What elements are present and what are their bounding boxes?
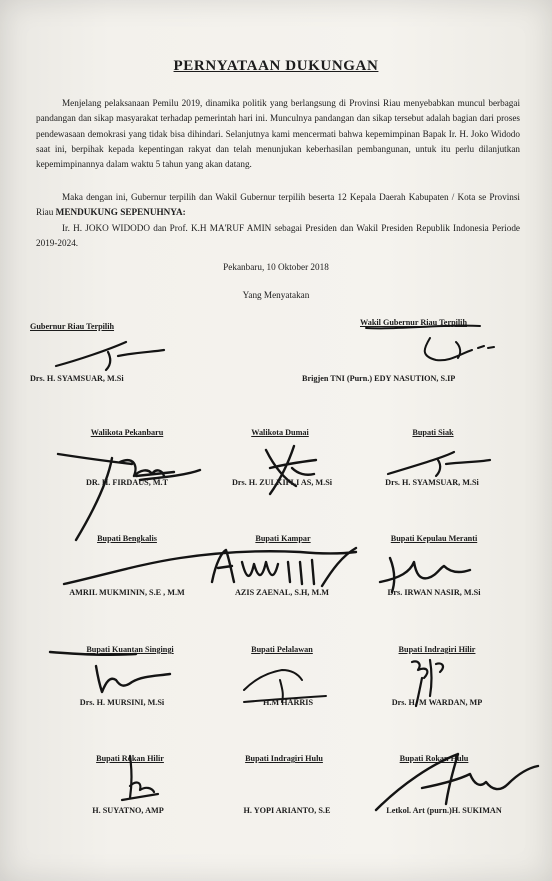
- signatory-name-bupati-bengkalis: AMRIL MUKMININ, S.E , M.M: [69, 588, 185, 597]
- signatory-name-bupati-rohul: Letkol. Art (purn.)H. SUKIMAN: [386, 806, 502, 815]
- signatory-name-walikota-dumai: Drs. H. ZULKIFLI AS, M.Si: [231, 478, 333, 487]
- signatory-title-walikota-dumai: Walikota Dumai: [251, 428, 309, 437]
- signatory-name-bupati-meranti: Drs. IRWAN NASIR, M.Si: [387, 588, 481, 597]
- place-date: Pekanbaru, 10 Oktober 2018: [223, 262, 329, 272]
- signatory-title-wakil-gubernur: Wakil Gubernur Riau Terpilih: [360, 318, 468, 327]
- signatory-title-bupati-kuansing: Bupati Kuantan Singingi: [86, 645, 174, 654]
- signature-bupati-kuansing: [46, 646, 176, 702]
- signature-wakil-gubernur: [360, 320, 510, 376]
- signatory-title-bupati-meranti: Bupati Kepulau Meranti: [390, 534, 478, 543]
- closing-text: Yang Menyatakan: [242, 290, 310, 300]
- signatory-title-walikota-pekanbaru: Walikota Pekanbaru: [90, 428, 164, 437]
- signatory-name-gubernur: Drs. H. SYAMSUAR, M.Si: [30, 374, 124, 383]
- signatory-title-bupati-siak: Bupati Siak: [412, 428, 454, 437]
- signatory-name-walikota-pekanbaru: DR. H. FIRDAUS, M.T: [85, 478, 169, 487]
- support-paragraph: [36, 190, 520, 251]
- signatory-title-bupati-kampar: Bupati Kampar: [255, 534, 311, 543]
- signatory-title-bupati-inhu: Bupati Indragiri Hulu: [245, 754, 323, 763]
- signatory-name-bupati-rohil: H. SUYATNO, AMP: [92, 806, 164, 815]
- signatory-title-bupati-bengkalis: Bupati Bengkalis: [97, 534, 157, 543]
- signatory-name-bupati-inhil: Drs. H. M WARDAN, MP: [391, 698, 483, 707]
- signature-walikota-dumai: [236, 440, 336, 500]
- support-emphasis: MENDUKUNG SEPENUHNYA:: [55, 207, 186, 218]
- signatory-title-bupati-rohul: Bupati Rokan Hulu: [399, 754, 469, 763]
- opening-paragraph-text: Menjelang pelaksanaan Pemilu 2019, dinamika politik yang berlangsung di Provinsi Riau menyebabkan muncul berbagai pandangan dan sikap masyarakat terhadap pemerintah hari ini. Munculnya pandangan dan sikap tersebut adalah bagian dari proses pendewasaan demokrasi yang tidak bisa dihindari. Selanjutnya kami mencermati bahwa kepemimpinan Bapak Ir. H. Joko Widodo saat ini, berpihak kepada kepentingan rakyat dan telah menunjukan keberhasilan pembangunan, untuk itu perlu dilanjutkan kepemimpinannya dalam waktu 5 tahun yang akan datang.: [36, 98, 520, 170]
- support-paragraph-lead: Maka dengan ini, Gubernur terpilih dan Wakil Gubernur terpilih beserta 12 Kepala Daerah Kabupaten / Kota se Provinsi Riau: [36, 192, 520, 218]
- signatory-name-bupati-inhu: H. YOPI ARIANTO, S.E: [243, 806, 331, 815]
- signatory-title-bupati-inhil: Bupati Indragiri Hilir: [398, 645, 476, 654]
- document-title: PERNYATAAN DUKUNGAN: [173, 58, 379, 74]
- signatory-name-bupati-kuansing: Drs. H. MURSINI, M.Si: [79, 698, 165, 707]
- signature-bupati-rohil: [110, 750, 170, 808]
- opening-paragraph: [36, 96, 520, 172]
- signature-gubernur: [48, 330, 168, 378]
- candidate-statement: Ir. H. JOKO WIDODO dan Prof. K.H MA'RUF AMIN sebagai Presiden dan Wakil Presiden Republik Indonesia Periode 2019-2024.: [36, 222, 520, 248]
- signatory-name-wakil-gubernur: Brigjen TNI (Purn.) EDY NASUTION, S.IP: [302, 374, 456, 383]
- signatory-name-bupati-pelalawan: H.M HARRIS: [262, 698, 314, 707]
- signatory-name-bupati-siak: Drs. H. SYAMSUAR, M.Si: [385, 478, 479, 487]
- signatory-title-gubernur: Gubernur Riau Terpilih: [30, 322, 115, 331]
- signature-bupati-kampar: [206, 542, 366, 592]
- signatory-title-bupati-pelalawan: Bupati Pelalawan: [251, 645, 313, 654]
- signatory-name-bupati-kampar: AZIS ZAENAL, S.H, M.M: [235, 588, 329, 597]
- signatory-title-bupati-rohil: Bupati Rokan Hilir: [96, 754, 164, 763]
